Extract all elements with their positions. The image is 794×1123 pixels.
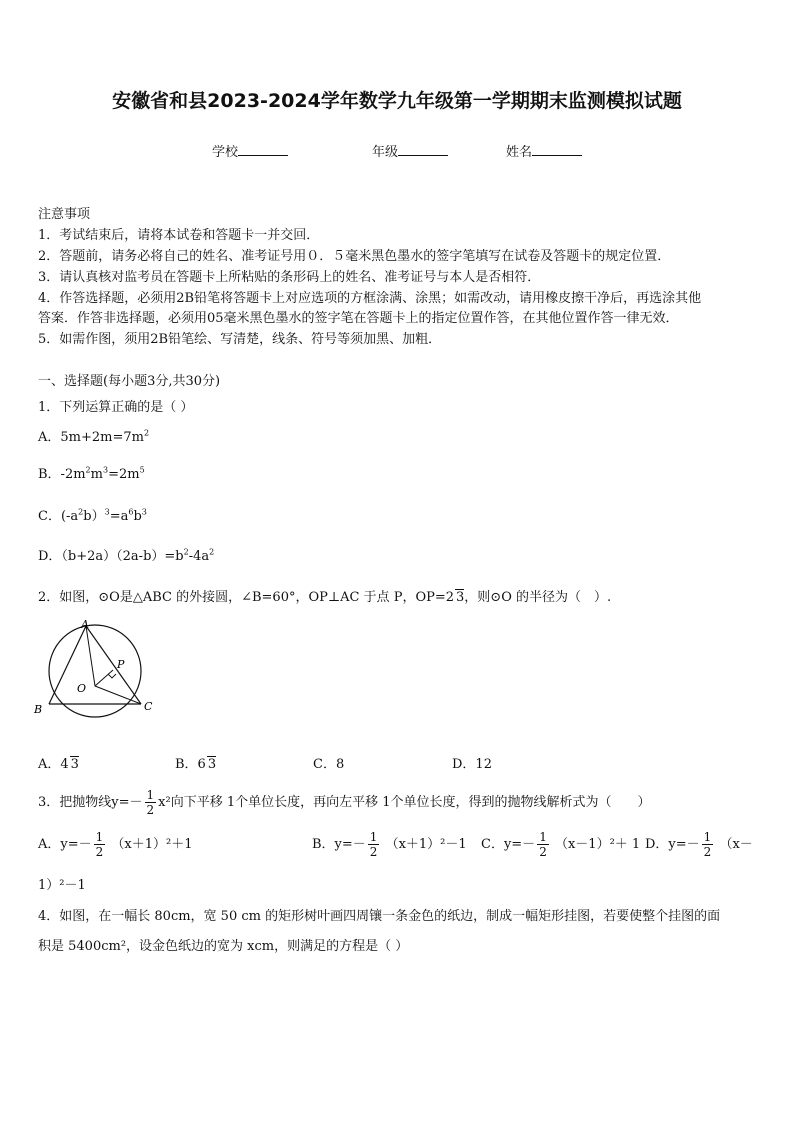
- grade-blank[interactable]: [398, 143, 448, 156]
- notice-heading: 注意事项: [38, 207, 91, 222]
- page-title: 安徽省和县2023-2024学年数学九年级第一学期期末监测模拟试题: [112, 90, 682, 112]
- name-blank[interactable]: [532, 143, 582, 156]
- section-heading: 一、选择题(每小题3分,共30分): [38, 374, 221, 389]
- q1-option-c[interactable]: C．$(-a^2b)^3=a^6b^3$: [38, 507, 147, 524]
- notice-item-5: 5．如需作图，须用2B铅笔绘、写清楚，线条、符号等须加黑、加粗．: [38, 332, 442, 347]
- q3-option-d-cont: 1）²－1: [38, 878, 86, 893]
- q3-option-d[interactable]: D．y=－ $\frac{1}{2}$ （x－: [645, 830, 753, 859]
- q1-stem: 1．下列运算正确的是（ ）: [38, 400, 194, 415]
- notice-item-4: 4．作答选择题，必须用2B铅笔将答题卡上对应选项的方框涂满、涂黑；如需改动，请用橡皮擦干净后，再选涂其他: [38, 291, 702, 306]
- q3-option-b[interactable]: B．y=－ $\frac{1}{2}$ （x＋1）²－1: [312, 830, 467, 859]
- label-c: C: [144, 700, 153, 713]
- q2-option-b[interactable]: B．6 3: [175, 757, 217, 772]
- label-b: B: [34, 703, 43, 716]
- label-a: A: [81, 618, 89, 631]
- name-field[interactable]: [506, 141, 582, 160]
- notice-item-4-cont: 答案．作答非选择题，必须用05毫米黑色墨水的签字笔在答题卡上的指定位置作答，在其他位置作答一律无效．: [38, 311, 679, 326]
- label-p: P: [117, 658, 125, 671]
- q1-option-d[interactable]: D．$(b+2a)(2a-b)=b^2-4a^2$: [38, 547, 215, 564]
- q2-figure: [30, 618, 160, 718]
- q3-option-c[interactable]: C．y=－ $\frac{1}{2}$ （x－1）²＋ 1: [481, 830, 641, 859]
- name-label: 姓名: [506, 145, 533, 160]
- school-label: 学校: [212, 145, 239, 160]
- q2-option-a[interactable]: A．4 3: [38, 757, 79, 772]
- q1-option-a[interactable]: A．$5m+2m=7m^2$: [38, 428, 150, 445]
- notice-item-2: 2．答题前，请务必将自己的姓名、准考证号用０．５毫米黑色墨水的签字笔填写在试卷及答题卡的规定位置．: [38, 249, 671, 264]
- q3-option-a[interactable]: A．y=－ $\frac{1}{2}$ （x＋1）²＋1: [38, 830, 193, 859]
- right-angle-mark: [108, 674, 116, 678]
- school-field[interactable]: [212, 141, 288, 160]
- q1-option-b[interactable]: B．$-2m^2m^3=2m^5$: [38, 465, 145, 482]
- q2-stem: 2．如图，⊙O是△ABC 的外接圆，∠B=60°，OP⊥AC 于点 P，OP=2 3，则⊙O 的半径为（ ）.: [38, 590, 612, 605]
- grade-field[interactable]: [372, 141, 448, 160]
- q2-option-c[interactable]: C．8: [313, 757, 345, 772]
- segment-oa: [86, 626, 95, 686]
- notice-item-1: 1．考试结束后，请将本试卷和答题卡一并交回．: [38, 228, 320, 243]
- label-o: O: [77, 682, 87, 695]
- q4-line-2: 积是 5400cm²，设金色纸边的宽为 xcm，则满足的方程是（ ）: [38, 939, 409, 954]
- grade-label: 年级: [372, 145, 399, 160]
- segment-ac: [86, 626, 141, 704]
- q3-stem: 3．把抛物线y=－ $\frac{1}{2}$ x²向下平移 1个单位长度，再向左平移 1个单位长度，得到的抛物线解析式为（ ）: [38, 788, 651, 817]
- school-blank[interactable]: [238, 143, 288, 156]
- notice-item-3: 3．请认真核对监考员在答题卡上所粘贴的条形码上的姓名、准考证号与本人是否相符．: [38, 270, 541, 285]
- segment-op: [95, 670, 113, 686]
- q2-option-d[interactable]: D．12: [452, 757, 492, 772]
- q4-line-1: 4．如图，在一幅长 80cm，宽 50 cm 的矩形树叶画四周镶一条金色的纸边，制成一幅矩形挂图，若要使整个挂图的面: [38, 909, 721, 924]
